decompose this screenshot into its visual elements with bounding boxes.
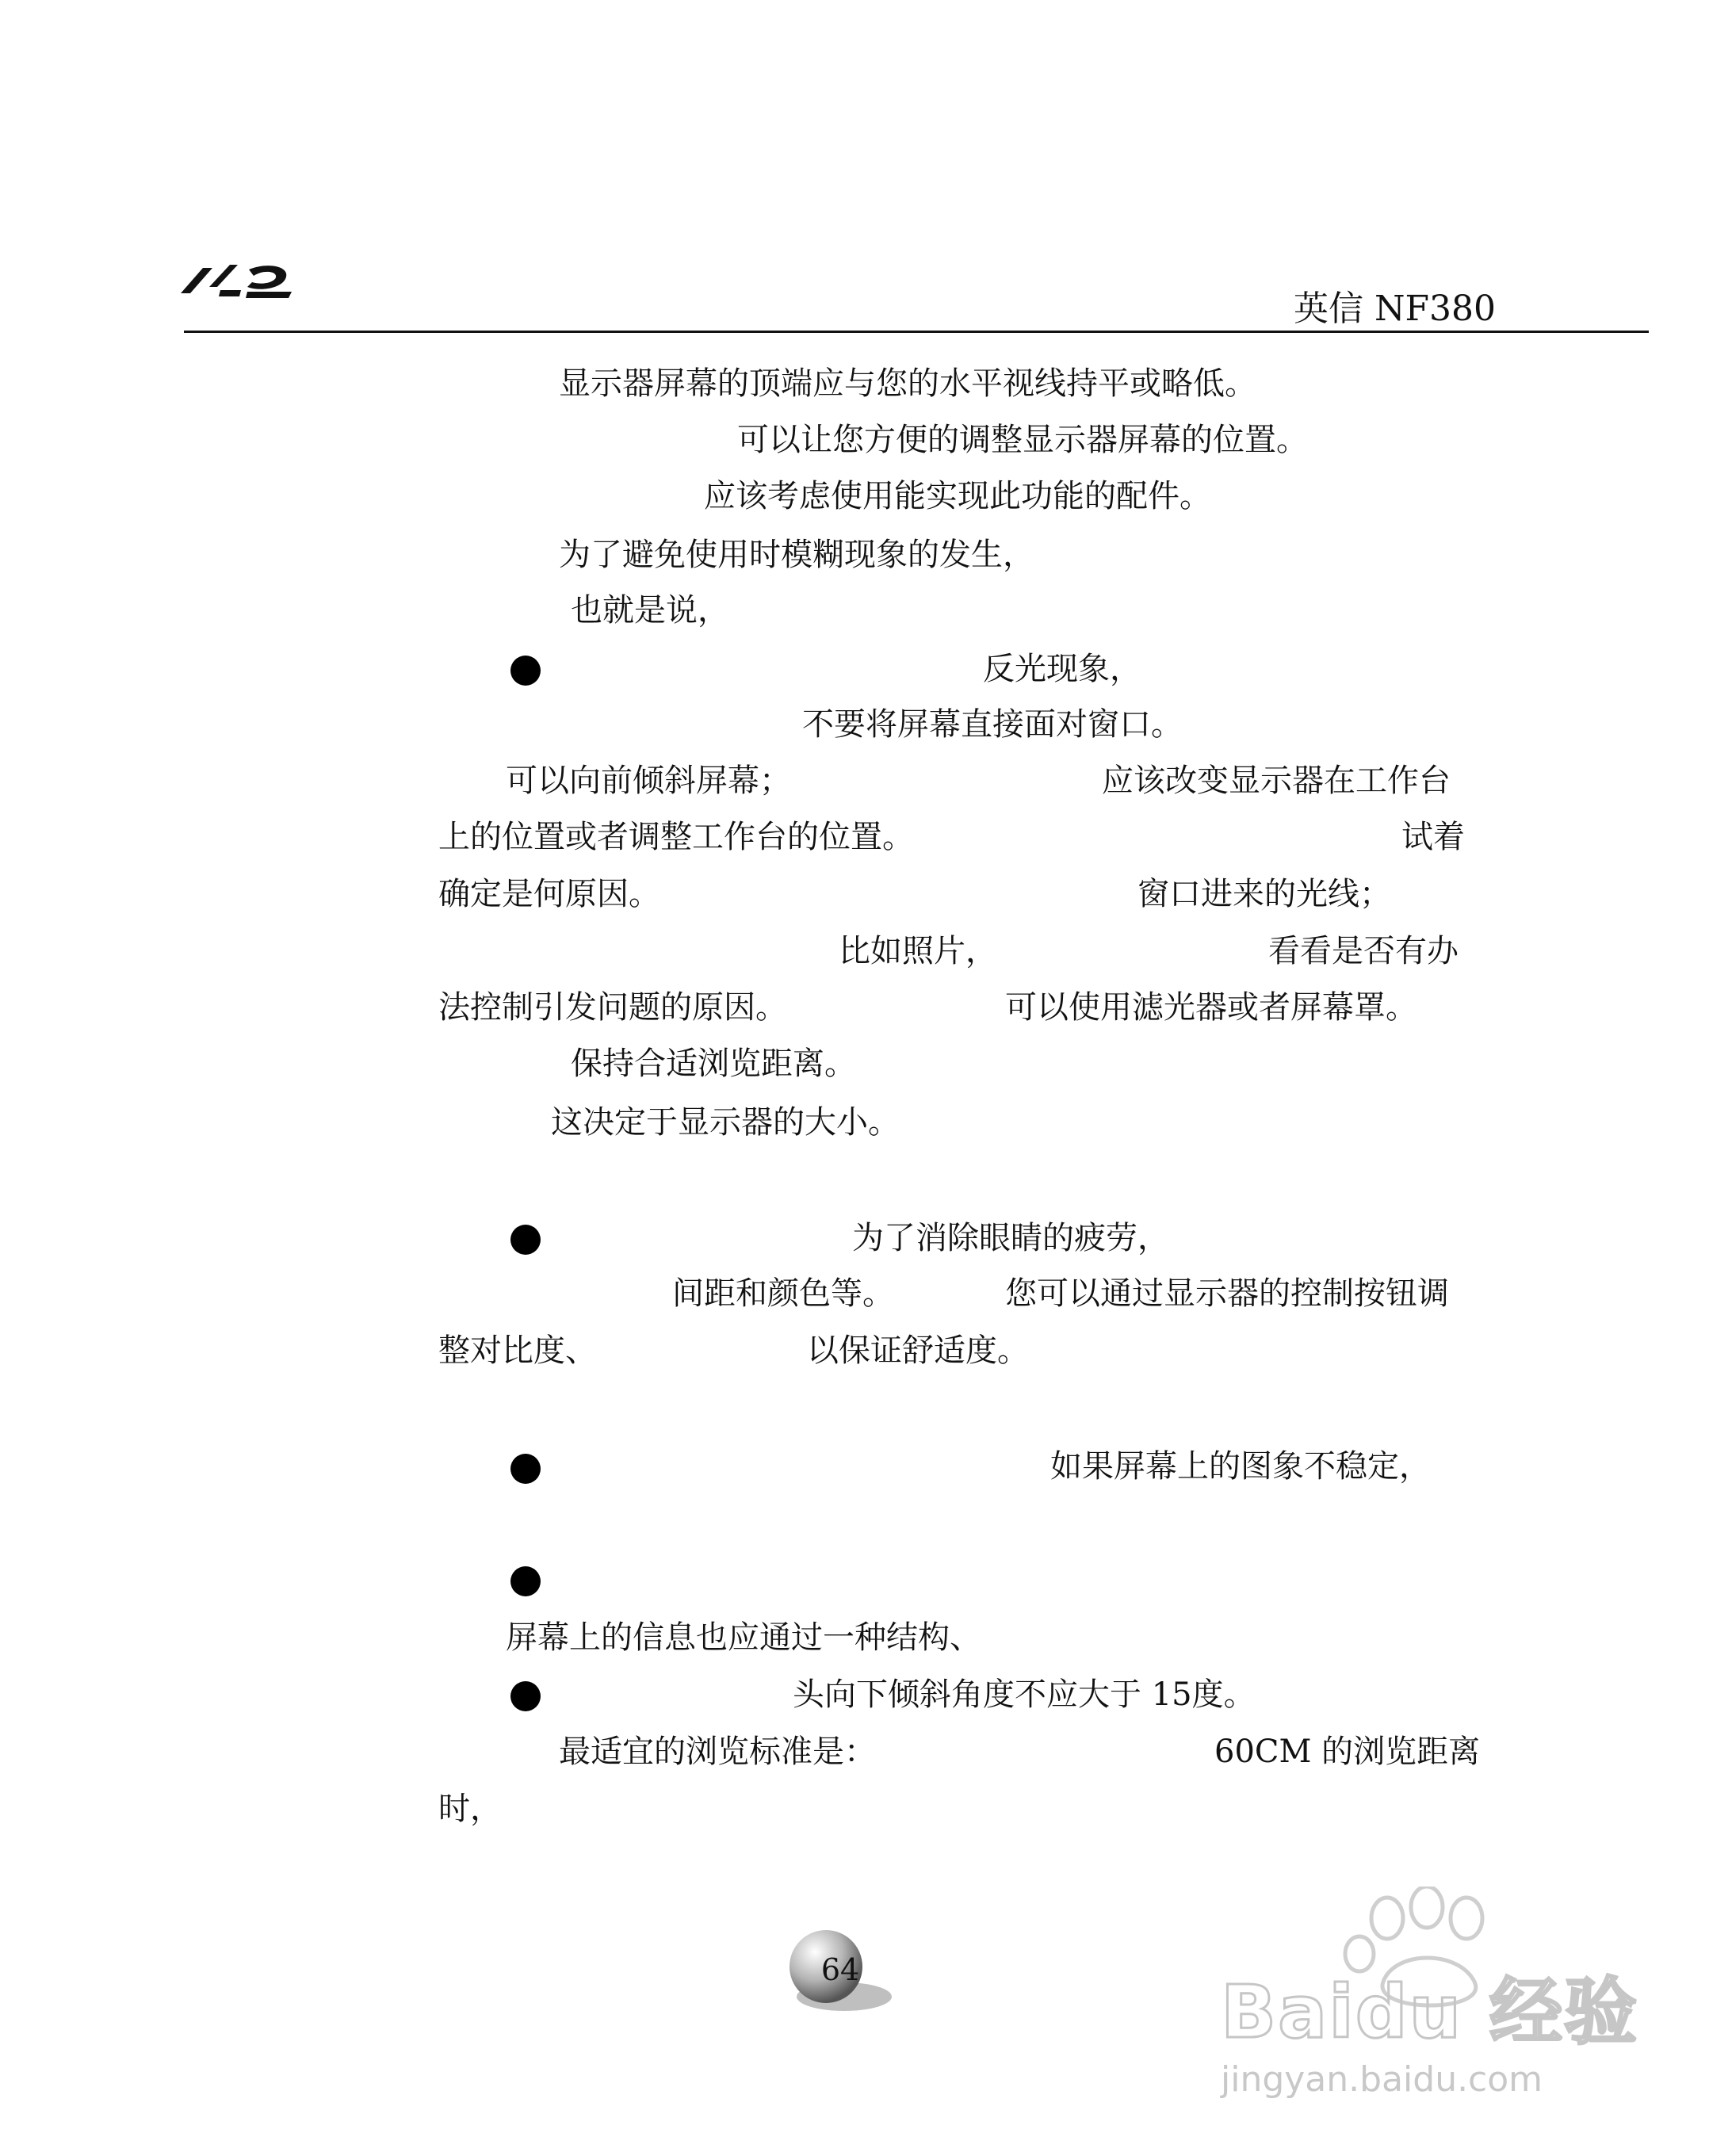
- text-line: 也就是说，: [571, 592, 729, 629]
- text-line: 显示器屏幕的顶端应与您的水平视线持平或略低。: [559, 365, 1256, 402]
- header-divider: [184, 331, 1649, 333]
- bullet-dot: [510, 656, 541, 686]
- text-line: 最适宜的浏览标准是：: [559, 1734, 876, 1770]
- text-line: 可以让您方便的调整显示器屏幕的位置。: [737, 422, 1308, 458]
- text-line: 这决定于显示器的大小。: [551, 1104, 900, 1141]
- text-line: 试着: [1401, 819, 1465, 855]
- text-line: 头向下倾斜角度不应大于 15度。: [793, 1676, 1256, 1713]
- watermark-brand: Baidu 经验: [1221, 1970, 1639, 2055]
- text-line: 看看是否有办: [1268, 933, 1459, 969]
- bullet-dot: [510, 1454, 541, 1484]
- text-line: 应该改变显示器在工作台: [1102, 763, 1451, 799]
- text-line: 保持合适浏览距离。: [571, 1046, 856, 1082]
- text-line: 应该考虑使用能实现此功能的配件。: [704, 478, 1211, 514]
- text-line: 反光现象，: [983, 651, 1141, 687]
- text-line: 为了消除眼睛的疲劳，: [852, 1220, 1169, 1256]
- text-line: 法控制引发问题的原因。: [438, 989, 787, 1026]
- text-line: 比如照片，: [839, 933, 997, 969]
- text-line: 可以使用滤光器或者屏幕罩。: [1005, 989, 1417, 1026]
- page-number: 64: [820, 1952, 860, 1987]
- text-line: 您可以通过显示器的控制按钮调: [1005, 1275, 1449, 1312]
- product-model: 英信 NF380: [1294, 289, 1496, 329]
- bullet-dot: [510, 1225, 541, 1255]
- bullet-dot: [510, 1681, 541, 1711]
- text-line: 60CM 的浏览距离: [1214, 1734, 1481, 1770]
- text-line: 为了避免使用时模糊现象的发生，: [559, 537, 1034, 573]
- text-line: 屏幕上的信息也应通过一种结构、: [506, 1619, 981, 1656]
- text-line: 确定是何原因。: [438, 876, 660, 912]
- text-line: 上的位置或者调整工作台的位置。: [438, 819, 914, 855]
- text-line: 窗口进来的光线；: [1137, 876, 1391, 912]
- watermark-url: jingyan.baidu.com: [1221, 2059, 1543, 2100]
- text-line: 不要将屏幕直接面对窗口。: [802, 706, 1183, 743]
- text-line: 可以向前倾斜屏幕；: [506, 763, 791, 799]
- text-line: 整对比度、: [438, 1332, 597, 1369]
- text-line: 以保证舒适度。: [807, 1332, 1029, 1369]
- brand-logo: [181, 252, 300, 308]
- text-line: 间距和颜色等。: [672, 1275, 894, 1312]
- text-line: 时，: [438, 1791, 502, 1827]
- bullet-dot: [510, 1566, 541, 1596]
- text-line: 如果屏幕上的图象不稳定，: [1050, 1448, 1431, 1485]
